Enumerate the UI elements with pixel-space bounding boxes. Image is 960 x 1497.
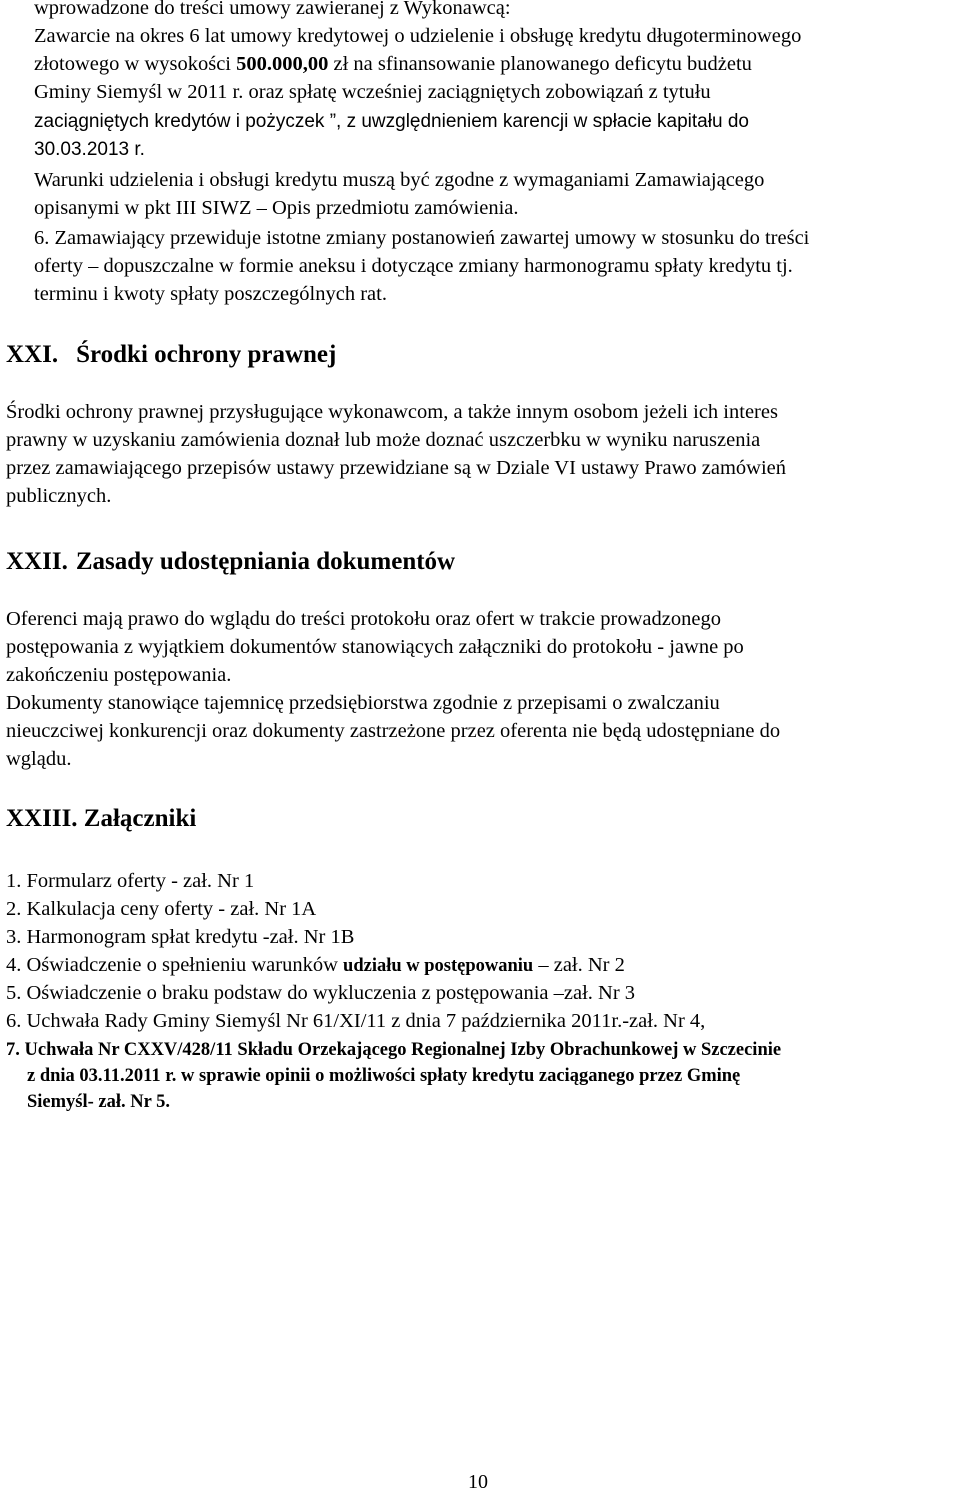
text-line: 30.03.2013 r.: [34, 139, 145, 160]
text-line: 6. Zamawiający przewiduje istotne zmiany postanowień zawartej umowy w stosunku do treści: [34, 227, 810, 249]
text-span: zł na sfinansowanie planowanego deficytu budżetu: [328, 53, 752, 75]
text-span-bold: udziału w postępowaniu: [343, 956, 534, 976]
text-span: Gminy Siemyśl w 2011 r. oraz spłatę wcześniej zaciągniętych zobowiązań z tytułu: [34, 81, 711, 103]
paragraph-line: Środki ochrony prawnej przysługujące wykonawcom, a także innym osobom jeżeli ich interes: [6, 401, 778, 423]
heading-number: XXII.: [6, 548, 68, 575]
paragraph-line: postępowania z wyjątkiem dokumentów stanowiących załączniki do protokołu - jawne po: [6, 636, 744, 658]
text-line: terminu i kwoty spłaty poszczególnych rat.: [34, 283, 387, 305]
text-span: złotowego w wysokości: [34, 53, 237, 75]
text-line: zaciągniętych kredytów i pożyczek ”, z uwzględnieniem karencji w spłacie kapitału do: [34, 111, 749, 132]
text-line: [34, 78, 711, 106]
amount-bold: 500.000,00: [236, 53, 329, 75]
page-number: 10: [468, 1471, 488, 1493]
list-item: 6. Uchwała Rady Gminy Siemyśl Nr 61/XI/11 z dnia 7 października 2011r.-zał. Nr 4,: [6, 1010, 706, 1032]
paragraph-line: nieuczciwej konkurencji oraz dokumenty zastrzeżone przez oferenta nie będą udostępniane do: [6, 720, 781, 742]
paragraph-line: prawny w uzyskaniu zamówienia doznał lub może doznać uszczerbku w wyniku naruszenia: [6, 429, 761, 451]
text-span: 4. Oświadczenie o spełnieniu warunków: [6, 954, 344, 976]
text-span: – zał. Nr 2: [533, 954, 625, 976]
list-item: 3. Harmonogram spłat kredytu -zał. Nr 1B: [6, 926, 355, 948]
heading-title: Zasady udostępniania dokumentów: [75, 548, 456, 575]
list-item: 5. Oświadczenie o braku podstaw do wykluczenia z postępowania –zał. Nr 3: [6, 982, 636, 1004]
list-item-bold-continuation: Siemyśl- zał. Nr 5.: [27, 1092, 171, 1112]
list-item-bold: 7. Uchwała Nr CXXV/428/11 Składu Orzekającego Regionalnej Izby Obrachunkowej w Szczecinie: [6, 1040, 782, 1060]
paragraph-line: przez zamawiającego przepisów ustawy przewidziane są w Dziale VI ustawy Prawo zamówień: [6, 457, 787, 479]
section-heading-xxiii: XXIII. Załączniki: [6, 805, 197, 832]
list-item: 1. Formularz oferty - zał. Nr 1: [6, 870, 255, 892]
paragraph-line: wglądu.: [6, 748, 72, 770]
text-line: Warunki udzielenia i obsługi kredytu muszą być zgodne z wymaganiami Zamawiającego: [34, 169, 765, 191]
section-heading-xxi: [6, 338, 336, 372]
paragraph-line: Dokumenty stanowiące tajemnicę przedsiębiorstwa zgodnie z przepisami o zwalczaniu: [6, 692, 720, 714]
heading-title: Środki ochrony prawnej: [76, 341, 337, 368]
text-line: opisanymi w pkt III SIWZ – Opis przedmiotu zamówienia.: [34, 197, 519, 219]
text-line: wprowadzone do treści umowy zawieranej z Wykonawcą:: [34, 0, 511, 19]
section-heading-xxii: [6, 545, 455, 579]
text-line: oferty – dopuszczalne w formie aneksu i dotyczące zmiany harmonogramu spłaty kredytu tj.: [34, 255, 793, 277]
paragraph-line: zakończeniu postępowania.: [6, 664, 232, 686]
text-line: [34, 50, 752, 78]
list-item-bold-continuation: z dnia 03.11.2011 r. w sprawie opinii o możliwości spłaty kredytu zaciąganego przez Gminę: [27, 1066, 741, 1086]
heading-number: XXI.: [6, 341, 59, 368]
list-item: [6, 951, 625, 980]
paragraph-line: Oferenci mają prawo do wglądu do treści protokołu oraz ofert w trakcie prowadzonego: [6, 608, 721, 630]
list-item: 2. Kalkulacja ceny oferty - zał. Nr 1A: [6, 898, 317, 920]
text-line: Zawarcie na okres 6 lat umowy kredytowej o udzielenie i obsługę kredytu długoterminowego: [34, 25, 802, 47]
paragraph-line: publicznych.: [6, 485, 112, 507]
